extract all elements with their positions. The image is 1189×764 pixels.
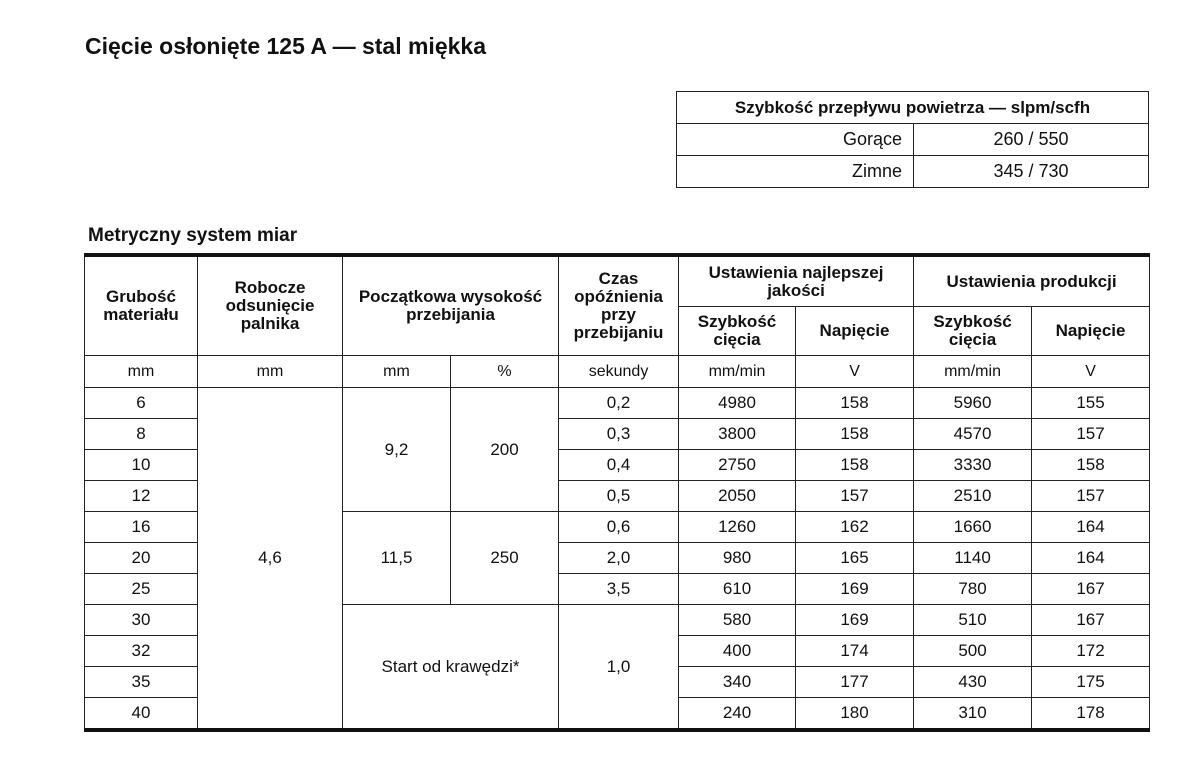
- thickness-cell: 40: [85, 698, 198, 731]
- bq-voltage-cell: 158: [796, 388, 914, 419]
- bq-voltage-cell: 169: [796, 605, 914, 636]
- pr-speed-cell: 310: [914, 698, 1032, 731]
- bq-speed-cell: 980: [679, 543, 796, 574]
- airflow-header-row: [677, 92, 1149, 124]
- header-standoff: Robocze odsunięcie palnika: [198, 255, 343, 356]
- bq-speed-cell: 340: [679, 667, 796, 698]
- thickness-cell: 30: [85, 605, 198, 636]
- table-row: [85, 388, 1150, 419]
- pr-voltage-cell: 157: [1032, 481, 1150, 512]
- pierce-mm-cell: 11,5: [343, 512, 451, 605]
- delay-cell: 0,3: [559, 419, 679, 450]
- pr-voltage-cell: 158: [1032, 450, 1150, 481]
- unit-cell: %: [451, 356, 559, 388]
- header-pr-speed: Szybkość cięcia: [914, 307, 1032, 356]
- unit-cell: sekundy: [559, 356, 679, 388]
- unit-cell: V: [1032, 356, 1150, 388]
- bq-voltage-cell: 177: [796, 667, 914, 698]
- bq-voltage-cell: 180: [796, 698, 914, 731]
- unit-cell: mm/min: [679, 356, 796, 388]
- delay-cell: 1,0: [559, 605, 679, 731]
- thickness-cell: 35: [85, 667, 198, 698]
- header-pierce-height: Początkowa wysokość przebijania: [343, 255, 559, 356]
- standoff-cell: 4,6: [198, 388, 343, 731]
- bq-voltage-cell: 158: [796, 450, 914, 481]
- airflow-value: 345 / 730: [914, 156, 1149, 188]
- cut-chart-table: [84, 253, 1150, 732]
- pr-speed-cell: 5960: [914, 388, 1032, 419]
- units-row: [85, 356, 1150, 388]
- airflow-value: 260 / 550: [914, 124, 1149, 156]
- pr-voltage-cell: 172: [1032, 636, 1150, 667]
- bq-voltage-cell: 169: [796, 574, 914, 605]
- pierce-mm-cell: 9,2: [343, 388, 451, 512]
- unit-cell: mm: [85, 356, 198, 388]
- thickness-cell: 20: [85, 543, 198, 574]
- pr-voltage-cell: 164: [1032, 543, 1150, 574]
- airflow-row: [677, 156, 1149, 188]
- bq-speed-cell: 610: [679, 574, 796, 605]
- pierce-pct-cell: 200: [451, 388, 559, 512]
- pierce-pct-cell: 250: [451, 512, 559, 605]
- unit-cell: V: [796, 356, 914, 388]
- pr-voltage-cell: 157: [1032, 419, 1150, 450]
- thickness-cell: 25: [85, 574, 198, 605]
- unit-cell: mm: [343, 356, 451, 388]
- thickness-cell: 12: [85, 481, 198, 512]
- thickness-cell: 6: [85, 388, 198, 419]
- bq-voltage-cell: 158: [796, 419, 914, 450]
- bq-speed-cell: 2750: [679, 450, 796, 481]
- bq-speed-cell: 3800: [679, 419, 796, 450]
- pr-speed-cell: 500: [914, 636, 1032, 667]
- pr-speed-cell: 2510: [914, 481, 1032, 512]
- pr-speed-cell: 4570: [914, 419, 1032, 450]
- pr-voltage-cell: 155: [1032, 388, 1150, 419]
- bq-voltage-cell: 157: [796, 481, 914, 512]
- header-row: [85, 255, 1150, 307]
- delay-cell: 3,5: [559, 574, 679, 605]
- pr-speed-cell: 1140: [914, 543, 1032, 574]
- delay-cell: 0,6: [559, 512, 679, 543]
- page-title: Cięcie osłonięte 125 A — stal miękka: [85, 33, 486, 59]
- thickness-cell: 8: [85, 419, 198, 450]
- bq-voltage-cell: 162: [796, 512, 914, 543]
- pr-speed-cell: 1660: [914, 512, 1032, 543]
- header-thickness: Grubość materiału: [85, 255, 198, 356]
- delay-cell: 0,2: [559, 388, 679, 419]
- airflow-row: [677, 124, 1149, 156]
- header-best-quality: Ustawienia najlepszej jakości: [679, 255, 914, 307]
- section-title: Metryczny system miar: [88, 225, 298, 246]
- header-bq-voltage: Napięcie: [796, 307, 914, 356]
- header-pierce-delay: Czas opóźnienia przy przebijaniu: [559, 255, 679, 356]
- unit-cell: mm/min: [914, 356, 1032, 388]
- airflow-label: Zimne: [677, 156, 914, 188]
- bq-speed-cell: 400: [679, 636, 796, 667]
- bq-speed-cell: 580: [679, 605, 796, 636]
- header-bq-speed: Szybkość cięcia: [679, 307, 796, 356]
- pr-voltage-cell: 175: [1032, 667, 1150, 698]
- delay-cell: 2,0: [559, 543, 679, 574]
- header-pr-voltage: Napięcie: [1032, 307, 1150, 356]
- airflow-header: Szybkość przepływu powietrza — slpm/scfh: [677, 92, 1149, 124]
- delay-cell: 0,4: [559, 450, 679, 481]
- bq-speed-cell: 1260: [679, 512, 796, 543]
- bq-voltage-cell: 165: [796, 543, 914, 574]
- pr-speed-cell: 430: [914, 667, 1032, 698]
- delay-cell: 0,5: [559, 481, 679, 512]
- pr-voltage-cell: 167: [1032, 574, 1150, 605]
- pr-speed-cell: 3330: [914, 450, 1032, 481]
- airflow-table: [676, 91, 1149, 188]
- airflow-label: Gorące: [677, 124, 914, 156]
- pr-speed-cell: 780: [914, 574, 1032, 605]
- bq-speed-cell: 240: [679, 698, 796, 731]
- bq-speed-cell: 4980: [679, 388, 796, 419]
- unit-cell: mm: [198, 356, 343, 388]
- thickness-cell: 16: [85, 512, 198, 543]
- thickness-cell: 32: [85, 636, 198, 667]
- pr-voltage-cell: 164: [1032, 512, 1150, 543]
- pr-voltage-cell: 178: [1032, 698, 1150, 731]
- thickness-cell: 10: [85, 450, 198, 481]
- pr-voltage-cell: 167: [1032, 605, 1150, 636]
- header-production: Ustawienia produkcji: [914, 255, 1150, 307]
- bq-speed-cell: 2050: [679, 481, 796, 512]
- pr-speed-cell: 510: [914, 605, 1032, 636]
- edge-start-cell: Start od krawędzi*: [343, 605, 559, 731]
- bq-voltage-cell: 174: [796, 636, 914, 667]
